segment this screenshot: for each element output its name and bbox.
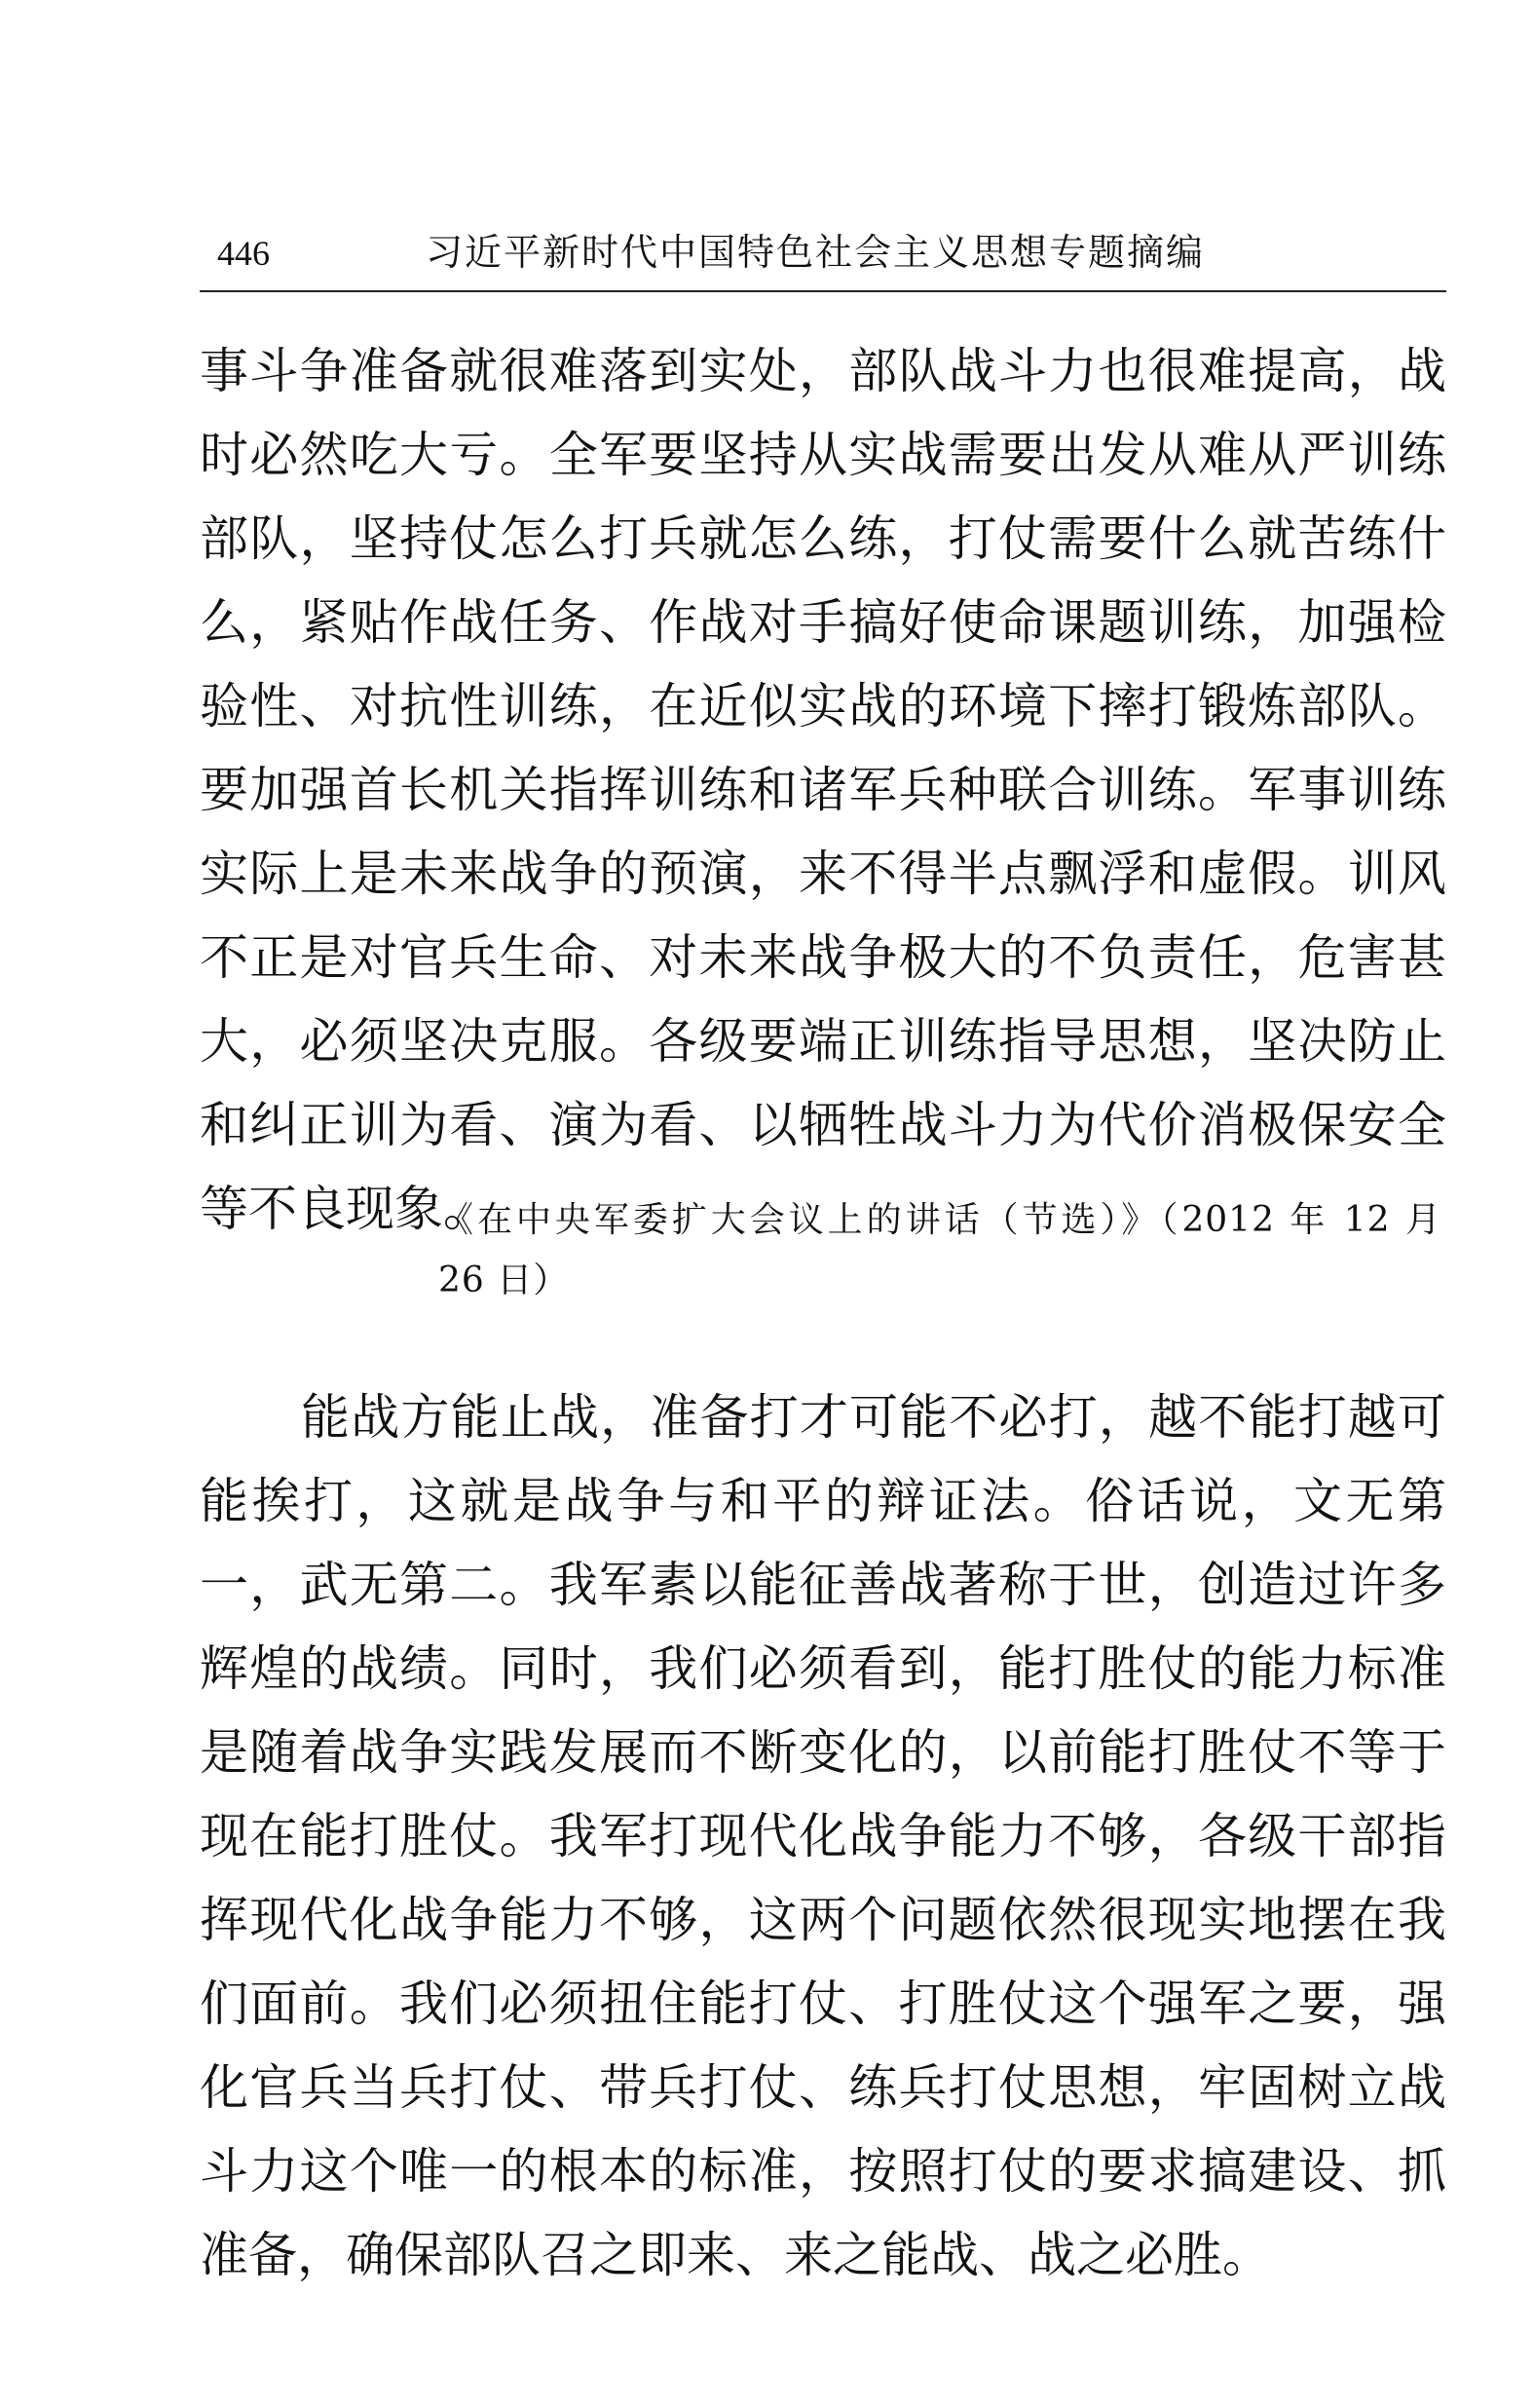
text-line: 辉煌的战绩。同时，我们必须看到，能打胜仗的能力标准 xyxy=(200,1640,1446,1697)
text-line: 等不良现象。 xyxy=(200,1181,492,1237)
text-line: 大，必须坚决克服。各级要端正训练指导思想，坚决防止 xyxy=(200,1013,1446,1070)
running-title: 习近平新时代中国特色社会主义思想专题摘编 xyxy=(426,231,1206,274)
text-line: 挥现代化战争能力不够，这两个问题依然很现实地摆在我 xyxy=(200,1892,1446,1948)
text-line: 事斗争准备就很难落到实处，部队战斗力也很难提高，战 xyxy=(200,343,1446,399)
text-line: 么，紧贴作战任务、作战对手搞好使命课题训练，加强检 xyxy=(200,594,1446,651)
text-line: 实际上是未来战争的预演，来不得半点飘浮和虚假。训风 xyxy=(200,846,1446,902)
passage-new xyxy=(200,1375,1446,2297)
page-header xyxy=(200,222,1446,288)
text-line: 是随着战争实践发展而不断变化的，以前能打胜仗不等于 xyxy=(200,1724,1446,1781)
text-line: 准备，确保部队召之即来、来之能战、战之必胜。 xyxy=(200,2227,1271,2283)
citation-line: 26 日） xyxy=(438,1260,570,1300)
source-citation xyxy=(438,1190,1441,1311)
text-line: 现在能打胜仗。我军打现代化战争能力不够，各级干部指 xyxy=(200,1808,1446,1864)
text-line: 化官兵当兵打仗、带兵打仗、练兵打仗思想，牢固树立战 xyxy=(200,2059,1446,2116)
text-line: 能挨打，这就是战争与和平的辩证法。俗话说，文无第 xyxy=(200,1473,1446,1529)
text-line: 们面前。我们必须扭住能打仗、打胜仗这个强军之要，强 xyxy=(200,1975,1446,2032)
citation-line: 《在中央军委扩大会议上的讲话（节选）》（2012 年 12 月 xyxy=(438,1200,1441,1240)
text-line: 部队，坚持仗怎么打兵就怎么练，打仗需要什么就苦练什 xyxy=(200,510,1446,567)
text-line: 验性、对抗性训练，在近似实战的环境下摔打锻炼部队。 xyxy=(200,678,1446,734)
header-divider xyxy=(200,290,1446,292)
text-line: 时必然吃大亏。全军要坚持从实战需要出发从难从严训练 xyxy=(200,427,1446,483)
text-line: 斗力这个唯一的根本的标准，按照打仗的要求搞建设、抓 xyxy=(200,2143,1446,2200)
passage-continued xyxy=(200,329,1446,1251)
text-line: 要加强首长机关指挥训练和诸军兵种联合训练。军事训练 xyxy=(200,762,1446,818)
page-number: 446 xyxy=(217,234,270,273)
text-line: 一，武无第二。我军素以能征善战著称于世，创造过许多 xyxy=(200,1557,1446,1613)
text-line: 能战方能止战，准备打才可能不必打，越不能打越可 xyxy=(301,1389,1446,1446)
text-line: 和纠正训为看、演为看、以牺牲战斗力为代价消极保安全 xyxy=(200,1097,1446,1153)
text-line: 不正是对官兵生命、对未来战争极大的不负责任，危害甚 xyxy=(200,929,1446,986)
